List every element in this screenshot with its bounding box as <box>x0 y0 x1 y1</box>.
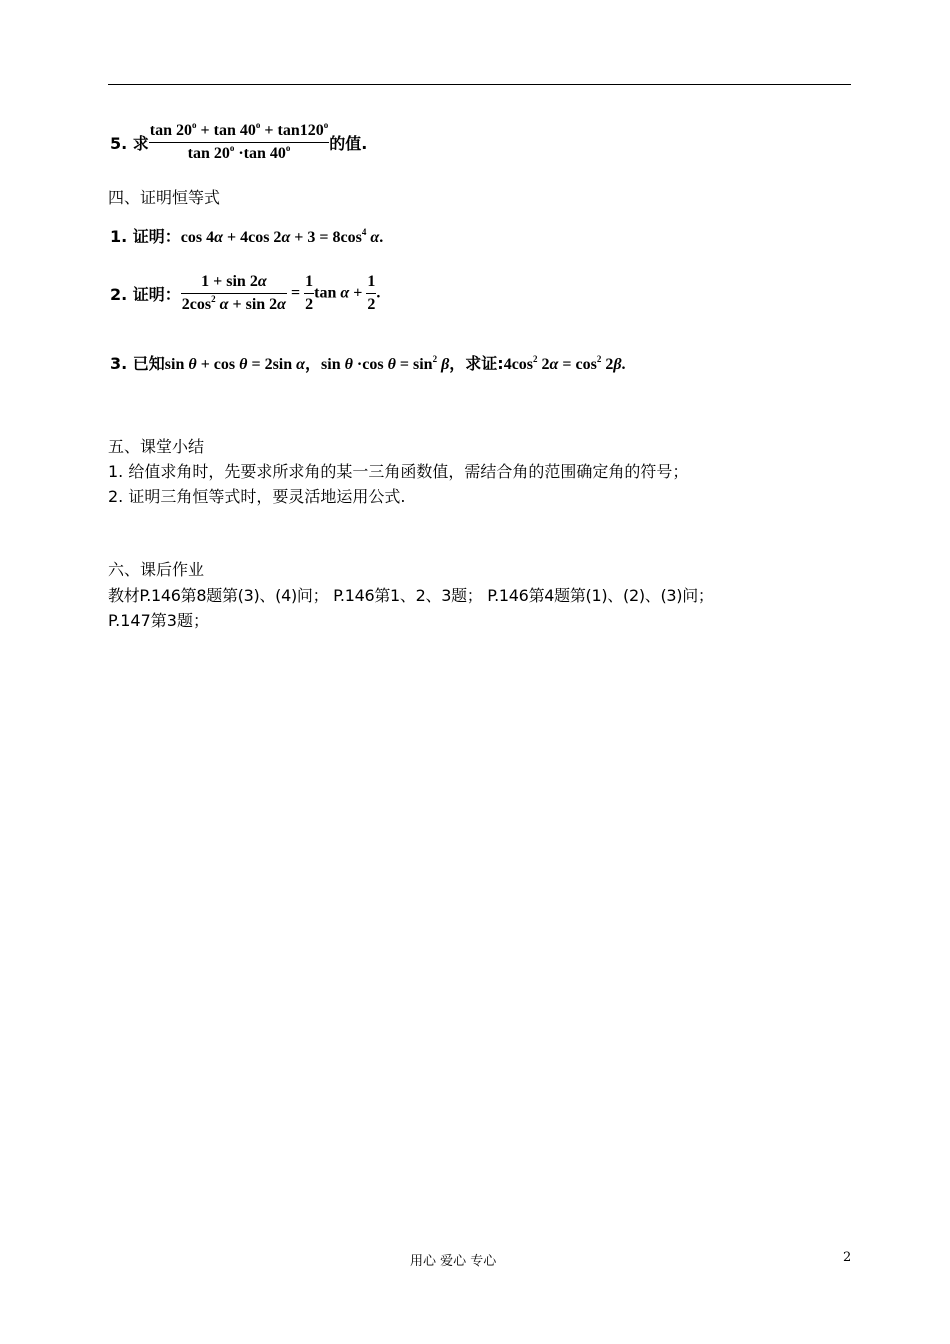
problem-5-fraction <box>149 120 329 165</box>
footer-motto: 用心 爱心 专心 <box>410 1254 497 1269</box>
section-4-heading: 四、证明恒等式 <box>108 188 221 207</box>
section-5-heading: 五、课堂小结 <box>108 437 205 456</box>
summary-item-1: 1. 给值求角时，先要求所求角的某一三角函数值，需结合角的范围确定角的符号； <box>108 462 689 481</box>
header-rule <box>108 84 851 85</box>
problem-5-denominator: $\tan 20^o \cdot\tan$ 40$^o$ <box>149 142 329 165</box>
page-number: 2 <box>843 1250 852 1265</box>
problem-5: 5. 求 $\frac{\tan 20^o + \tan 40^o + \tan 120^o}{\tan 20^o \cdot\tan 40^o}$ 的值. <box>110 120 367 165</box>
proof-3: 3. 已知sin θ + cos θ = 2sin α，sin θ ·cos $\theta = \sin^2 \beta$，求证$:4\cos^2$ $2\alpha = \cos^2 2\beta$. <box>110 354 626 373</box>
proof-2-lhs-fraction: $\frac{1 + \sin 2\alpha}{2\cos^2 \alpha + \sin 2\alpha}$ <box>181 271 287 316</box>
summary-item-2: 2. 证明三角恒等式时，要灵活地运用公式. <box>108 487 406 506</box>
problem-5-numerator: $\tan 20^o + \tan 40^o + \tan 120^o$ <box>149 120 329 139</box>
proof-2-half-2: $\frac{1}{2}$ <box>366 271 376 316</box>
proof-2: 2. 证明： $\frac{1 + \sin 2\alpha}{2\cos^2 \alpha + \sin 2\alpha}$ = $\frac{1}{2}$ tan α + $\frac{1}{2}$ . <box>110 271 380 316</box>
homework-line-2: P.147第3题； <box>108 611 209 630</box>
section-6-heading: 六、课后作业 <box>108 560 205 579</box>
proof-1: 1. 证明：cos 4α + 4cos $2\alpha + 3 = 8\cos^4$ α. <box>110 227 384 246</box>
homework-line-1: 教材P.146第8题第(3)、(4)问； P.146第1、2、3题； P.146第4题第(1)、(2)、(3)问； <box>108 586 714 605</box>
proof-2-half-1: $\frac{1}{2}$ <box>304 271 314 316</box>
